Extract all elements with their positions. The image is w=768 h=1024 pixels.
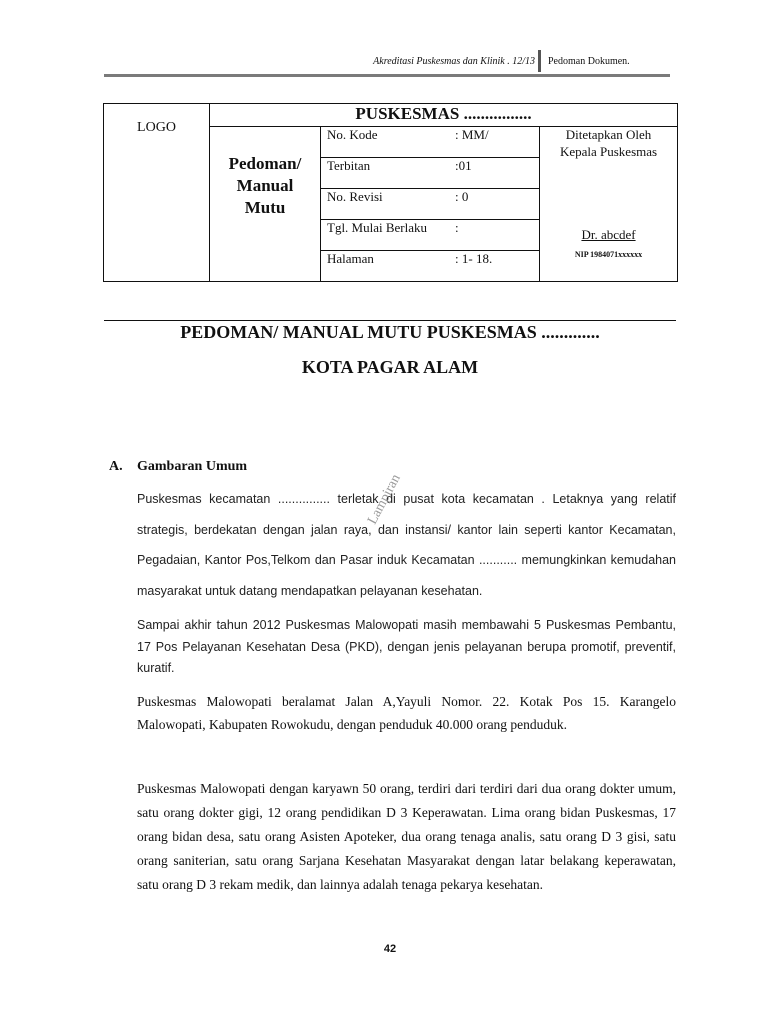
document-title: PEDOMAN/ MANUAL MUTU PUSKESMAS .............: [180, 322, 600, 342]
running-header: [300, 54, 680, 72]
row-halaman: Halaman : 1- 18.: [321, 251, 540, 282]
approval-cell: [540, 127, 678, 282]
running-header-right: Pedoman Dokumen.: [548, 56, 630, 67]
paragraph-3: Puskesmas Malowopati beralamat Jalan A,Yayuli Nomor. 22. Kotak Pos 15. Karangelo Malowopati, Kabupaten Rowokudu, dengan penduduk 40.000 orang penduduk.: [137, 694, 676, 732]
paragraph-4: Puskesmas Malowopati dengan karyawn 50 orang, terdiri dari terdiri dari dua orang dokter umum, satu orang dokter gigi, 12 orang pendidikan D 3 Keperawatan. Lima orang bidan Puskesmas, 17 orang bidan desa, satu orang Asisten Apoteker, dua orang tenaga analis, satu orang D 3 gisi, satu orang saniterian, satu orang Sarjana Kesehatan Masyarakat dengan latar belakang keperawatan, satu orang D 3 rekam medik, dan lainnya adalah tenaga pekarya kesehatan.: [137, 781, 676, 892]
row-revisi: No. Revisi : 0: [321, 189, 540, 220]
watermark: Lampiran: [365, 471, 404, 528]
title-rule: [104, 320, 676, 321]
section-title: Gambaran Umum: [137, 459, 248, 474]
page-number: 42: [383, 943, 397, 955]
row-terbitan: Terbitan :01: [321, 158, 540, 189]
section-heading: [109, 459, 247, 475]
logo-placeholder: LOGO: [104, 104, 210, 282]
signer-nip: NIP 1984071xxxxxx: [574, 250, 643, 259]
row-kode: No. Kode : MM/: [321, 127, 540, 158]
header-rule: [104, 74, 670, 77]
document-subtitle: KOTA PAGAR ALAM: [301, 357, 479, 377]
section-number: A.: [109, 459, 123, 474]
paragraph-1: Puskesmas kecamatan ............... terletak di pusat kota kecamatan . Letaknya yang relatif strategis, berdekatan dengan jalan raya, dan instansi/ kantor lain seperti kantor Kecamatan, Pegadaian, Kantor Pos,Telkom dan Pasar induk Kecamatan ........... memungkinkan kemudahan masyarakat untuk datang mendapatkan pelayanan kesehatan.: [137, 492, 676, 598]
document-header-table: [103, 103, 678, 282]
running-header-left: Akreditasi Puskesmas dan Klinik . 12/13: [373, 56, 535, 67]
row-tgl-berlaku: Tgl. Mulai Berlaku :: [321, 220, 540, 251]
paragraph-2: Sampai akhir tahun 2012 Puskesmas Malowopati masih membawahi 5 Puskesmas Pembantu, 17 Pos Pelayanan Kesehatan Desa (PKD), dengan jenis pelayanan berupa promotif, preventif, kuratif.: [137, 618, 676, 675]
signer-name: Dr. abcdef: [581, 227, 636, 242]
document-type: Pedoman/ Manual Mutu: [210, 127, 321, 282]
header-separator: [538, 50, 541, 72]
puskesmas-name: PUSKESMAS ................: [210, 104, 678, 127]
ditetapkan-label: Ditetapkan Oleh Kepala Puskesmas: [559, 127, 658, 159]
